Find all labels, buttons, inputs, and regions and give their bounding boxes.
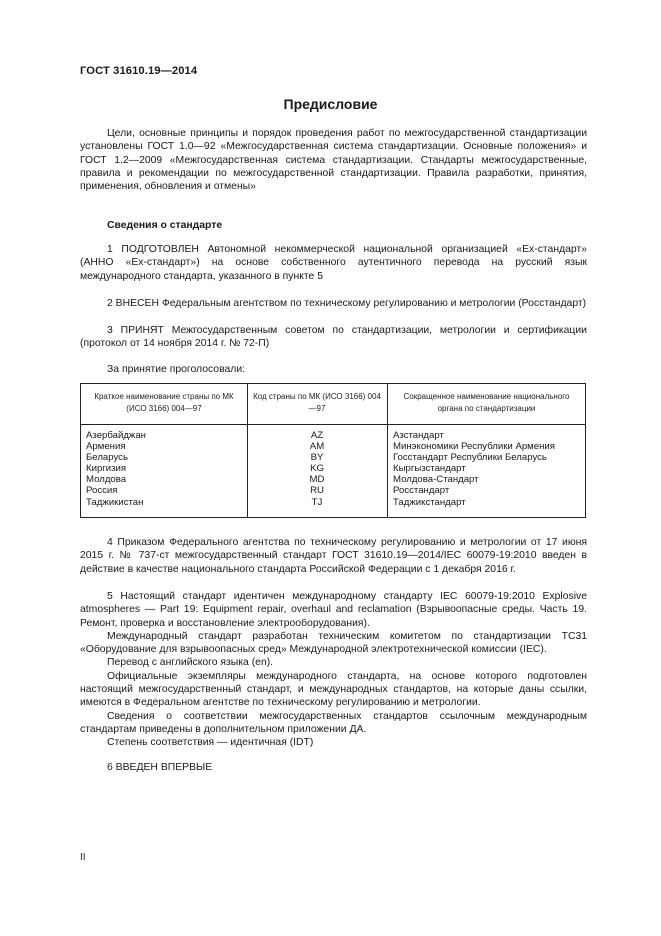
intro-text: Цели, основные принципы и порядок проведения работ по межгосударственной стандартизации установлены ГОСТ 1.0—92 «Межгосударственная система стандартизации. Основные положения» и ГОСТ 1.2—2009 «Межгосударственная система стандартизации. Стандарты межгосударственные, правила и рекомендации по межгосударственной стандартизации. Правила разработки, принятия, применения, обновления и отмены»: [80, 128, 587, 193]
voted-label: За принятие проголосовали:: [107, 364, 246, 375]
item-4: [80, 536, 587, 576]
table-header-code: Код страны по МК (ИСО 3166) 004—97: [253, 392, 381, 413]
table-col-body: [393, 430, 555, 508]
table-cell-country: Россия: [86, 485, 118, 497]
table-cell-country: Азербайджан: [86, 430, 146, 441]
item-3: [80, 324, 587, 351]
page-number: II: [80, 852, 86, 863]
item-5: [80, 590, 587, 750]
table-cell-body: Таджикстандарт: [393, 496, 466, 508]
table-cell-body: Госстандарт Республики Беларусь: [393, 452, 547, 464]
item-5-translation: Перевод с английского языка (en).: [107, 657, 274, 669]
document-header: ГОСТ 31610.19—2014: [80, 65, 198, 77]
table-cell-body: Азстандарт: [393, 430, 444, 441]
table-cell-body: Молдова-Стандарт: [393, 474, 479, 486]
table-cell-code: AM: [309, 441, 325, 453]
item-5-official-copies: Официальные экземпляры международного стандарта, на основе которого подготовлен настоящий межгосударственный стандарт, и международных стандартов, на которые даны ссылки, имеются в Федеральном агентстве по техническому регулированию и метрологии.: [80, 670, 587, 709]
item-5-correspondence: Сведения о соответствии межгосударственных стандартов ссылочным международным стандартам приведены в дополнительном приложении ДА.: [80, 710, 587, 735]
item-2-text: 2 ВНЕСЕН Федеральным агентством по техническому регулированию и метрологии (Росстандарт): [107, 298, 587, 309]
table-col-code: [247, 430, 387, 508]
table-cell-code: MD: [309, 474, 325, 486]
item-1: [80, 243, 587, 283]
table-cell-country: Молдова: [86, 474, 127, 486]
item-1-text: 1 ПОДГОТОВЛЕН Автономной некоммерческой национальной организацией «Ех-стандарт» (АННО «Ех-стандарт») на основе собственного аутентичного перевода на русский язык международного стандарта, указанного в пункте 5: [80, 244, 587, 282]
table-cell-body: Минэкономики Республики Армения: [393, 441, 555, 453]
table-col-divider-2: [387, 383, 388, 518]
item-6: 6 ВВЕДЕН ВПЕРВЫЕ: [107, 762, 213, 773]
table-header-body: Сокращенное наименование национального органа по стандартизации: [403, 392, 570, 413]
table-cell-code: TJ: [311, 496, 323, 508]
table-header-divider: [80, 424, 586, 425]
table-header-country: Краткое наименование страны по МК (ИСО 3166) 004—97: [94, 392, 234, 413]
page-title: Предисловие: [283, 96, 378, 112]
table-cell-country: Беларусь: [86, 452, 128, 464]
table-cell-code: KG: [310, 463, 324, 475]
item-5-degree: Степень соответствия — идентичная (IDT): [107, 737, 314, 749]
table-cell-code: RU: [310, 485, 324, 497]
table-cell-country: Армения: [86, 441, 126, 453]
table-cell-code: AZ: [310, 430, 324, 441]
item-3-text: 3 ПРИНЯТ Межгосударственным советом по стандартизации, метрологии и сертификации (протокол от 14 ноября 2014 г. № 72-П): [80, 325, 587, 350]
table-cell-body: Кыргызстандарт: [393, 463, 466, 475]
item-5-text: 5 Настоящий стандарт идентичен международному стандарту IEC 60079-19:2010 Explosive atmospheres — Part 19: Equipment repair, overhaul and reclamation (Взрывоопасные среды. Часть 19. Ремонт, проверка и восстановление электрооборудования).: [80, 591, 587, 629]
item-2: [80, 297, 587, 310]
table-cell-code: BY: [310, 452, 324, 464]
item-4-text: 4 Приказом Федерального агентства по техническому регулированию и метрологии от 17 июня 2015 г. № 737-ст межгосударственный стандарт ГОСТ 31610.19—2014/IEC 60079-19:2010 введен в действие в качестве национального стандарта Российской Федерации с 1 декабря 2016 г.: [80, 537, 587, 575]
table-cell-country: Таджикистан: [86, 496, 144, 508]
intro-paragraph: [80, 127, 587, 193]
table-col-country: [86, 430, 146, 508]
item-5-committee: Международный стандарт разработан техническим комитетом по стандартизации ТС31 «Оборудование для взрывоопасных сред» Международной электротехнической комиссии (IEC).: [80, 630, 587, 656]
table-cell-body: Росстандарт: [393, 485, 450, 497]
table-cell-country: Киргизия: [86, 463, 127, 475]
info-heading: Сведения о стандарте: [107, 220, 223, 231]
